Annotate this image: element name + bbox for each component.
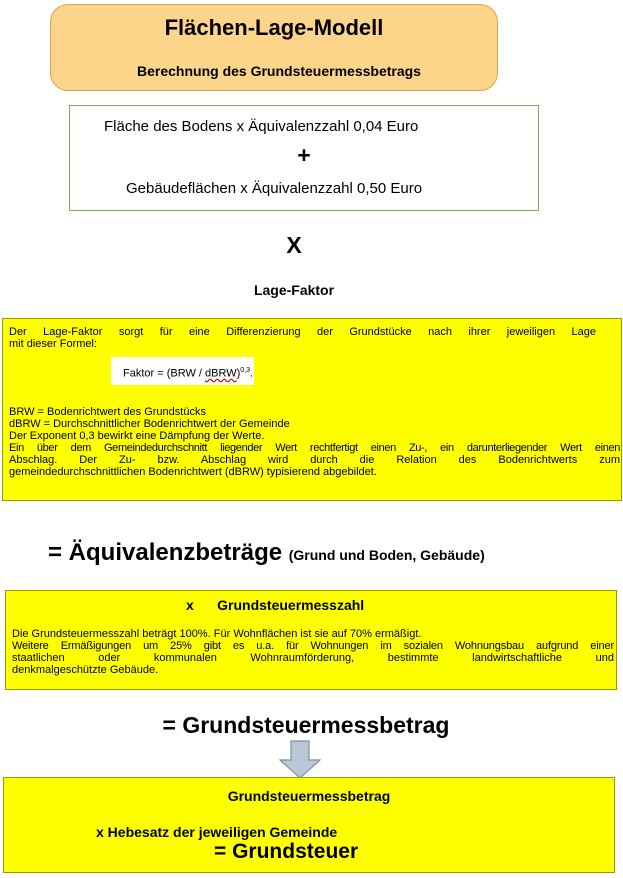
lage-faktor-box bbox=[2, 318, 622, 501]
formula-close: ) bbox=[236, 367, 241, 380]
aequivalenzbetraege-heading bbox=[48, 539, 485, 567]
area-formula-box bbox=[69, 105, 539, 211]
explain-line2: Abschlag. Der Zu- bzw. Abschlag wird durch die Relation des Bodenrichtwerts zum bbox=[9, 454, 620, 466]
explain-line1: Ein über dem Gemeindedurchschnitt liegender Wert rechtfertigt einen Zu-, ein darunterliegender Wert einen bbox=[9, 442, 620, 454]
header-box bbox=[50, 4, 498, 91]
grundsteuermesszahl-box bbox=[5, 590, 617, 690]
lage-intro-line1: Der Lage-Faktor sorgt für eine Differenzierung der Grundstücke nach ihrer jeweiligen Lage bbox=[9, 326, 596, 338]
multiply-symbol: X bbox=[286, 232, 302, 258]
down-arrow-icon bbox=[278, 740, 322, 780]
def-dbrw: dBRW = Durchschnittlicher Bodenrichtwert der Gemeinde bbox=[9, 418, 290, 430]
formula-dbrw: dBRW bbox=[205, 367, 237, 380]
aequivalenz-paren: (Grund und Boden, Gebäude) bbox=[288, 547, 485, 563]
lage-intro-line2: mit dieser Formel: bbox=[9, 338, 98, 350]
def-brw: BRW = Bodenrichtwert des Grundstücks bbox=[9, 406, 206, 418]
diagram-title: Flächen-Lage-Modell bbox=[164, 15, 384, 40]
grundsteuermesszahl-title: x Grundsteuermesszahl bbox=[186, 597, 365, 613]
grundsteuer-result: = Grundsteuer bbox=[214, 840, 359, 863]
messzahl-line1: Die Grundsteuermesszahl beträgt 100%. Für Wohnflächen ist sie auf 70% ermäßigt. bbox=[12, 628, 422, 640]
messzahl-line3: staatlichen oder kommunalen Wohnraumförderung, bestimmte landwirtschaftliche und bbox=[12, 652, 614, 664]
down-arrow-shape bbox=[280, 741, 320, 778]
grundsteuermessbetrag-heading: = Grundsteuermessbetrag bbox=[162, 712, 450, 738]
plus-sign: + bbox=[297, 142, 311, 168]
formula-end: . bbox=[250, 367, 254, 380]
messzahl-line2: Weitere Ermäßigungen um 25% gibt es u.a. für Wohnungen im sozialen Wohnungsbau aufgrund einer bbox=[12, 640, 614, 652]
formula-land-line: Fläche des Bodens x Äquivalenzzahl 0,04 Euro bbox=[104, 118, 419, 135]
aequivalenz-main: = Äquivalenzbeträge bbox=[48, 539, 283, 566]
explain-line3: gemeindedurchschnittlichen Bodenrichtwert (dBRW) typisierend abgebildet. bbox=[9, 466, 377, 478]
final-box-title: Grundsteuermessbetrag bbox=[227, 788, 391, 804]
hebesatz-line: x Hebesatz der jeweiligen Gemeinde bbox=[96, 824, 338, 840]
diagram-subtitle: Berechnung des Grundsteuermessbetrags bbox=[137, 63, 421, 79]
messzahl-line4: denkmalgeschützte Gebäude. bbox=[12, 664, 159, 676]
final-result-box bbox=[3, 777, 615, 873]
formula-exponent: 0,3 bbox=[240, 367, 251, 374]
lage-faktor-title: Lage-Faktor bbox=[253, 282, 335, 298]
formula-prefix: Faktor = (BRW / bbox=[123, 367, 206, 380]
lage-faktor-formula bbox=[111, 357, 254, 385]
exponent-note: Der Exponent 0,3 bewirkt eine Dämpfung der Werte. bbox=[9, 430, 265, 442]
formula-building-line: Gebäudeflächen x Äquivalenzzahl 0,50 Euro bbox=[126, 180, 423, 197]
